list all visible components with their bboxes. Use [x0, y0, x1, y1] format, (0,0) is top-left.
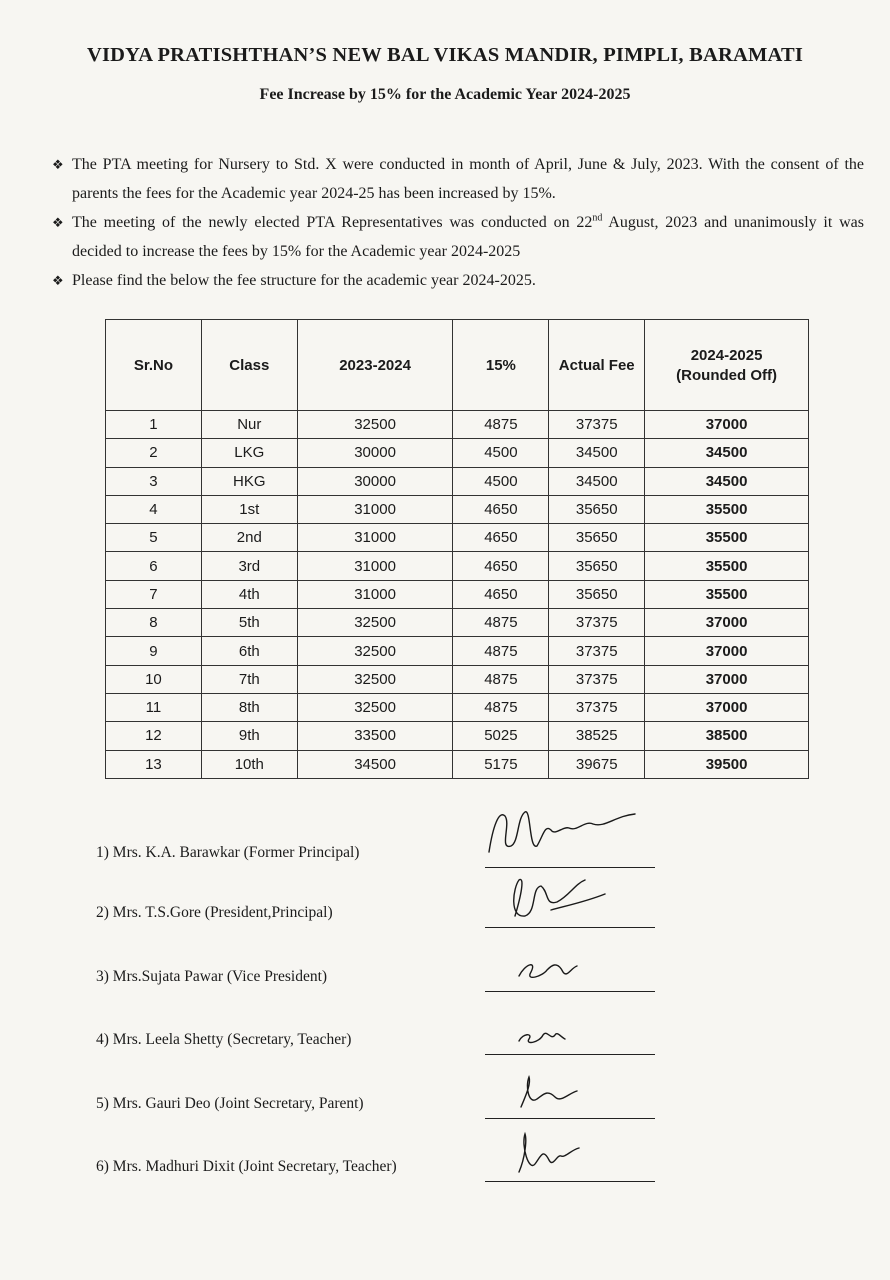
cell-increase: 4875	[453, 637, 549, 665]
header-increase: 15%	[453, 320, 549, 411]
cell-class: 7th	[201, 665, 297, 693]
signature-line	[485, 1181, 655, 1182]
header-class: Class	[201, 320, 297, 411]
signature-mark	[485, 806, 665, 866]
header-2024-2025-line2: (Rounded Off)	[676, 366, 777, 384]
cell-sr-no: 9	[106, 637, 202, 665]
cell-increase: 4875	[453, 693, 549, 721]
cell-class: 10th	[201, 750, 297, 778]
cell-class: 2nd	[201, 524, 297, 552]
cell-2023-2024: 30000	[297, 439, 453, 467]
cell-actual-fee: 39675	[549, 750, 645, 778]
cell-sr-no: 2	[106, 439, 202, 467]
cell-class: Nur	[201, 411, 297, 439]
ordinal-suffix: nd	[592, 212, 603, 224]
cell-sr-no: 1	[106, 411, 202, 439]
signature-mark	[485, 1057, 665, 1117]
cell-sr-no: 6	[106, 552, 202, 580]
cell-increase: 4650	[453, 524, 549, 552]
signatory-row	[0, 1122, 890, 1182]
cell-2024-2025: 38500	[645, 722, 809, 750]
cell-class: 4th	[201, 580, 297, 608]
cell-actual-fee: 37375	[549, 637, 645, 665]
cell-actual-fee: 35650	[549, 524, 645, 552]
signatory-label: 3) Mrs.Sujata Pawar (Vice President)	[96, 968, 328, 985]
cell-actual-fee: 35650	[549, 552, 645, 580]
cell-2023-2024: 31000	[297, 524, 453, 552]
signature-mark	[485, 866, 665, 926]
cell-increase: 4875	[453, 609, 549, 637]
cell-2024-2025: 37000	[645, 665, 809, 693]
cell-increase: 4650	[453, 552, 549, 580]
signature-line	[485, 1054, 655, 1055]
signature-mark	[485, 993, 665, 1053]
cell-increase: 4500	[453, 439, 549, 467]
signatory-row	[0, 995, 890, 1055]
bullet-text: Please find the below the fee structure for the academic year 2024-2025.	[72, 272, 536, 289]
cell-2023-2024: 34500	[297, 750, 453, 778]
cell-2023-2024: 32500	[297, 693, 453, 721]
cell-actual-fee: 35650	[549, 495, 645, 523]
cell-2023-2024: 32500	[297, 637, 453, 665]
signature-stroke	[519, 1033, 565, 1042]
document-subtitle: Fee Increase by 15% for the Academic Year 2024-2025	[259, 86, 631, 103]
cell-sr-no: 8	[106, 609, 202, 637]
cell-increase: 5025	[453, 722, 549, 750]
signature-stroke	[514, 879, 605, 916]
signature-stroke	[519, 1134, 579, 1172]
document-title: VIDYA PRATISHTHAN’S NEW BAL VIKAS MANDIR, PIMPLI, BARAMATI	[86, 44, 804, 66]
bullet-text-part: The meeting of the newly elected PTA Representatives was conducted on 22	[72, 214, 593, 231]
cell-actual-fee: 37375	[549, 609, 645, 637]
cell-2024-2025: 34500	[645, 439, 809, 467]
cell-sr-no: 13	[106, 750, 202, 778]
signature-stroke	[489, 812, 635, 852]
cell-actual-fee: 34500	[549, 439, 645, 467]
bullet-text-part: August, 2023 and unanimously it was decided to increase the fees by 15% for the Academic year 2024-2025	[72, 214, 864, 260]
cell-increase: 5175	[453, 750, 549, 778]
signature-mark	[485, 1120, 665, 1180]
signature-line	[485, 991, 655, 992]
signatory-label: 2) Mrs. T.S.Gore (President,Principal)	[96, 904, 333, 921]
cell-sr-no: 11	[106, 693, 202, 721]
cell-class: 5th	[201, 609, 297, 637]
cell-2024-2025: 34500	[645, 467, 809, 495]
cell-2024-2025: 37000	[645, 609, 809, 637]
cell-sr-no: 3	[106, 467, 202, 495]
cell-class: 6th	[201, 637, 297, 665]
bullet-text: The PTA meeting for Nursery to Std. X were conducted in month of April, June & July, 2023. With the consent of the parents the fees for the Academic year 2024-25 has been increased by 15%.	[72, 156, 864, 202]
header-2023-2024: 2023-2024	[297, 320, 453, 411]
cell-2023-2024: 32500	[297, 665, 453, 693]
header-2024-2025-line1: 2024-2025	[690, 346, 763, 364]
cell-2024-2025: 37000	[645, 411, 809, 439]
signatory-label: 4) Mrs. Leela Shetty (Secretary, Teacher)	[96, 1031, 352, 1048]
cell-2023-2024: 32500	[297, 609, 453, 637]
cell-2024-2025: 35500	[645, 580, 809, 608]
diamond-bullet-icon: ❖	[52, 215, 64, 230]
cell-sr-no: 4	[106, 495, 202, 523]
cell-actual-fee: 37375	[549, 411, 645, 439]
signatory-row	[0, 808, 890, 868]
cell-actual-fee: 37375	[549, 665, 645, 693]
signatory-row	[0, 868, 890, 928]
cell-2023-2024: 33500	[297, 722, 453, 750]
cell-increase: 4650	[453, 580, 549, 608]
cell-2023-2024: 31000	[297, 552, 453, 580]
cell-sr-no: 7	[106, 580, 202, 608]
cell-class: 9th	[201, 722, 297, 750]
signatory-label: 6) Mrs. Madhuri Dixit (Joint Secretary, Teacher)	[96, 1158, 397, 1175]
cell-class: 3rd	[201, 552, 297, 580]
cell-actual-fee: 35650	[549, 580, 645, 608]
cell-actual-fee: 37375	[549, 693, 645, 721]
cell-2024-2025: 35500	[645, 552, 809, 580]
cell-class: 8th	[201, 693, 297, 721]
signatory-row	[0, 1059, 890, 1119]
signature-stroke	[521, 1077, 577, 1107]
signature-mark	[485, 930, 665, 990]
cell-increase: 4875	[453, 665, 549, 693]
cell-2023-2024: 32500	[297, 411, 453, 439]
cell-2024-2025: 39500	[645, 750, 809, 778]
cell-2024-2025: 35500	[645, 495, 809, 523]
header-sr-no: Sr.No	[106, 320, 202, 411]
cell-2024-2025: 37000	[645, 693, 809, 721]
diamond-bullet-icon: ❖	[52, 273, 64, 288]
signatory-row	[0, 932, 890, 992]
cell-2023-2024: 30000	[297, 467, 453, 495]
signature-line	[485, 927, 655, 928]
cell-actual-fee: 34500	[549, 467, 645, 495]
cell-class: HKG	[201, 467, 297, 495]
cell-increase: 4500	[453, 467, 549, 495]
cell-2024-2025: 37000	[645, 637, 809, 665]
header-actual-fee: Actual Fee	[549, 320, 645, 411]
cell-2023-2024: 31000	[297, 580, 453, 608]
cell-sr-no: 10	[106, 665, 202, 693]
signatory-label: 1) Mrs. K.A. Barawkar (Former Principal)	[96, 844, 360, 861]
cell-sr-no: 12	[106, 722, 202, 750]
cell-increase: 4875	[453, 411, 549, 439]
cell-2023-2024: 31000	[297, 495, 453, 523]
cell-increase: 4650	[453, 495, 549, 523]
cell-actual-fee: 38525	[549, 722, 645, 750]
cell-class: LKG	[201, 439, 297, 467]
signature-line	[485, 1118, 655, 1119]
cell-2024-2025: 35500	[645, 524, 809, 552]
diamond-bullet-icon: ❖	[52, 157, 64, 172]
signature-stroke	[519, 965, 577, 978]
signatory-label: 5) Mrs. Gauri Deo (Joint Secretary, Parent)	[96, 1095, 364, 1112]
cell-sr-no: 5	[106, 524, 202, 552]
cell-class: 1st	[201, 495, 297, 523]
